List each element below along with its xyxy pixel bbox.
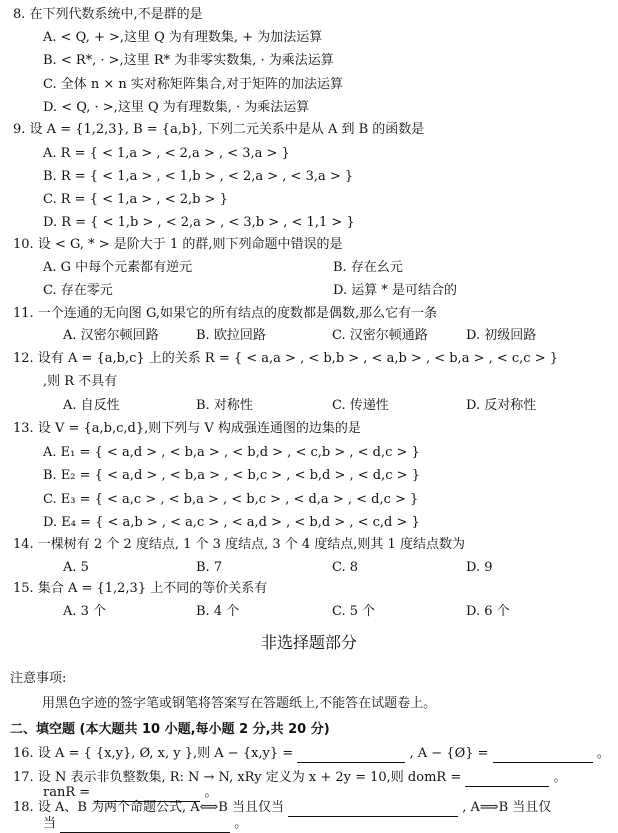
question-10-option-d: D. 运算 * 是可结合的 — [333, 283, 457, 298]
question-14-option-c: C. 8 — [332, 560, 359, 575]
question-11-option-a: A. 汉密尔顿回路 — [63, 328, 159, 343]
question-18-part1: 18. 设 A、B 为两个命题公式, A⟺B 当且仅当 — [13, 800, 284, 815]
question-8-option-d: D. < Q, · >,这里 Q 为有理数集, · 为乘法运算 — [43, 100, 310, 115]
question-14-option-a: A. 5 — [63, 560, 89, 575]
question-18-blank-1[interactable] — [288, 802, 458, 817]
question-15-option-d: D. 6 个 — [466, 604, 510, 619]
question-18-line-2 — [43, 815, 247, 833]
notice-title: 注意事项: — [10, 671, 67, 686]
question-18-part2: , A⟹B 当且仅 — [462, 800, 552, 815]
question-18-part3: 当 — [43, 816, 57, 831]
question-16-part2: , A − {Ø} = — [409, 746, 489, 761]
question-16-blank-1[interactable] — [297, 748, 405, 763]
question-8-option-c: C. 全体 n × n 实对称矩阵集合,对于矩阵的加法运算 — [43, 77, 344, 92]
question-12-option-c: C. 传递性 — [332, 398, 389, 413]
question-17-blank-1[interactable] — [465, 772, 549, 787]
question-12-stem-cont: ,则 R 不具有 — [43, 374, 118, 389]
question-10-option-c: C. 存在零元 — [43, 283, 113, 298]
question-11-option-b: B. 欧拉回路 — [196, 328, 266, 343]
question-17-part1: 17. 设 N 表示非负整数集, R: N → N, xRy 定义为 x + 2y = 10,则 domR = — [13, 770, 462, 785]
question-9-option-b: B. R = { < 1,a > , < 1,b > , < 2,a > , < 3,a > } — [43, 169, 354, 184]
question-11-stem: 11. 一个连通的无向图 G,如果它的所有结点的度数都是偶数,那么它有一条 — [13, 306, 438, 321]
question-13-option-c: C. E₃ = { < a,c > , < b,a > , < b,c > , < d,a > , < d,c > } — [43, 492, 419, 507]
question-15-option-b: B. 4 个 — [196, 604, 240, 619]
question-9-option-a: A. R = { < 1,a > , < 2,a > , < 3,a > } — [43, 146, 290, 161]
question-17-part2: ranR = — [43, 785, 91, 800]
question-13-option-b: B. E₂ = { < a,d > , < b,a > , < b,c > , < b,d > , < d,c > } — [43, 468, 420, 483]
question-13-option-d: D. E₄ = { < a,b > , < a,c > , < a,d > , < b,d > , < c,d > } — [43, 515, 420, 530]
question-14-stem: 14. 一棵树有 2 个 2 度结点, 1 个 3 度结点, 3 个 4 度结点,则其 1 度结点数为 — [13, 537, 465, 552]
question-16 — [13, 745, 610, 763]
question-13-option-a: A. E₁ = { < a,d > , < b,a > , < b,d > , < c,b > , < d,c > } — [43, 445, 420, 460]
question-16-part1: 16. 设 A = { {x,y}, Ø, x, y },则 A − {x,y} = — [13, 746, 294, 761]
question-11-option-c: C. 汉密尔顿通路 — [332, 328, 428, 343]
question-8-stem: 8. 在下列代数系统中,不是群的是 — [13, 7, 203, 22]
question-16-blank-2[interactable] — [493, 748, 593, 763]
question-11-option-d: D. 初级回路 — [466, 328, 537, 343]
question-17-end: 。 — [553, 770, 567, 785]
question-8-option-a: A. < Q, + >,这里 Q 为有理数集, + 为加法运算 — [43, 30, 323, 45]
fill-in-section-title: 二、填空题 (本大题共 10 小题,每小题 2 分,共 20 分) — [10, 722, 330, 737]
question-10-option-a: A. G 中每个元素都有逆元 — [43, 260, 193, 275]
question-15-option-c: C. 5 个 — [332, 604, 376, 619]
question-12-option-b: B. 对称性 — [196, 398, 253, 413]
question-14-option-d: D. 9 — [466, 560, 493, 575]
question-10-option-b: B. 存在幺元 — [333, 260, 403, 275]
section-heading: 非选择题部分 — [260, 633, 357, 652]
question-15-stem: 15. 集合 A = {1,2,3} 上不同的等价关系有 — [13, 581, 268, 596]
notice-text: 用黑色字迹的签字笔或钢笔将答案写在答题纸上,不能答在试题卷上。 — [42, 696, 437, 711]
question-18-end: 。 — [234, 816, 248, 831]
question-9-option-d: D. R = { < 1,b > , < 2,a > , < 3,b > , < 1,1 > } — [43, 215, 355, 230]
question-16-end: 。 — [596, 746, 610, 761]
question-12-stem: 12. 设有 A = {a,b,c} 上的关系 R = { < a,a > , < b,b > , < a,b > , < b,a > , < c,c > } — [13, 351, 559, 366]
question-17-end2: 。 — [204, 785, 218, 800]
question-12-option-d: D. 反对称性 — [466, 398, 537, 413]
question-8-option-b: B. < R*, · >,这里 R* 为非零实数集, · 为乘法运算 — [43, 53, 334, 68]
question-9-option-c: C. R = { < 1,a > , < 2,b > } — [43, 192, 228, 207]
question-10-stem: 10. 设 < G, * > 是阶大于 1 的群,则下列命题中错误的是 — [13, 237, 343, 252]
question-9-stem: 9. 设 A = {1,2,3}, B = {a,b}, 下列二元关系中是从 A 到 B 的函数是 — [13, 122, 425, 137]
question-15-option-a: A. 3 个 — [63, 604, 107, 619]
question-14-option-b: B. 7 — [196, 560, 223, 575]
question-12-option-a: A. 自反性 — [63, 398, 120, 413]
question-13-stem: 13. 设 V = {a,b,c,d},则下列与 V 构成强连通图的边集的是 — [13, 421, 361, 436]
